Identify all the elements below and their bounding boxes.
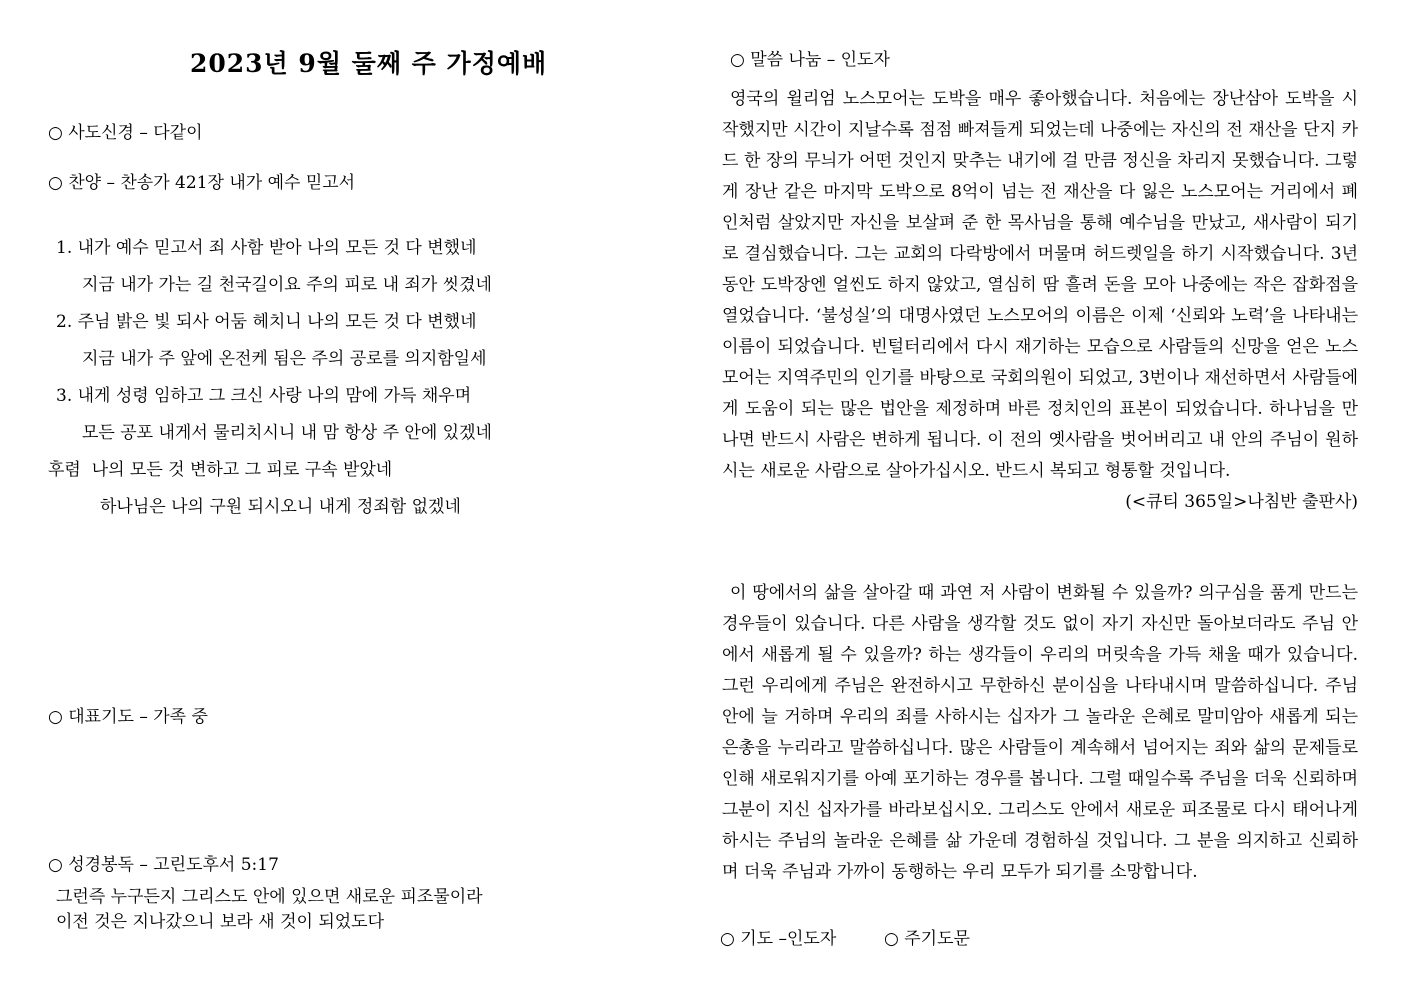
reflection-block <box>722 578 1358 888</box>
story-paragraph: 영국의 윌리엄 노스모어는 도박을 매우 좋아했습니다. 처음에는 장난삼아 도박을 시작했지만 시간이 지날수록 점점 빠져들게 되었는데 나중에는 자신의 전 재산을 단지 카드 한 장의 무늬가 어떤 것인지 맞추는 내기에 걸 만큼 정신을 차리지 못했습니다. 그렇게 장난 같은 마지막 도박으로 8억이 넘는 전 재산을 다 잃은 노스모어는 거리에서 폐인처럼 살았지만 자신을 보살펴 준 한 목사님을 통해 예수님을 만났고, 새사람이 되기로 결심했습니다. 그는 교회의 다락방에서 머물며 허드렛일을 하기 시작했습니다. 3년동안 도박장엔 얼씬도 하지 않았고, 열심히 땀 흘려 돈을 모아 나중에는 작은 잡화점을 열었습니다. ‘불성실’의 대명사였던 노스모어의 이름은 이제 ‘신뢰와 노력’을 나타내는 이름이 되었습니다. 빈털터리에서 다시 재기하는 모습으로 사람들의 신망을 얻은 노스모어는 지역주민의 인기를 바탕으로 국회의원이 되었고, 3번이나 재선하면서 사람들에게 도움이 되는 많은 법안을 제정하며 바른 정치인의 표본이 되었습니다. 하나님을 만나면 반드시 사람은 변하게 됩니다. 이 전의 옛사람을 벗어버리고 내 안의 주님이 원하시는 새로운 사람으로 살아가십시오. 반드시 복되고 형통할 것입니다. <box>722 89 1358 481</box>
reading-heading: ○ 성경봉독 – 고린도후서 5:17 <box>48 855 279 875</box>
lyric-line: 지금 내가 가는 길 천국길이요 주의 피로 내 죄가 씻겼네 <box>82 275 492 295</box>
story-block <box>722 84 1358 518</box>
lyric-line: 3. 내게 성령 임하고 그 크신 사랑 나의 맘에 가득 채우며 <box>56 386 472 406</box>
closing-prayer-item: ○ 기도 –인도자 <box>720 929 837 949</box>
prayer-heading: ○ 대표기도 – 가족 중 <box>48 707 208 727</box>
verse-line: 그런즉 누구든지 그리스도 안에 있으면 새로운 피조물이라 <box>56 887 483 907</box>
lyric-line: 1. 내가 예수 믿고서 죄 사함 받아 나의 모든 것 다 변했네 <box>56 238 477 258</box>
reflection-paragraph: 이 땅에서의 삶을 살아갈 때 과연 저 사람이 변화될 수 있을까? 의구심을 품게 만드는 경우들이 있습니다. 다른 사람을 생각할 것도 없이 자기 자신만 돌아보더라도 주님 안에서 새롭게 될 수 있을까? 하는 생각들이 우리의 머릿속을 가득 채울 때가 있습니다. 그런 우리에게 주님은 완전하시고 무한하신 분이심을 나타내시며 말씀하십니다. 주님 안에 늘 거하며 우리의 죄를 사하시는 십자가 그 놀라운 은혜로 말미암아 새롭게 되는 은총을 누리라고 말씀하십니다. 많은 사람들이 계속해서 넘어지는 죄와 삶의 문제들로 인해 새로워지기를 아예 포기하는 경우를 봅니다. 그럴 때일수록 주님을 더욱 신뢰하며 그분이 지신 십자가를 바라보십시오. 그리스도 안에서 새로운 피조물로 다시 태어나게 하시는 주님의 놀라운 은혜를 삶 가운데 경험하실 것입니다. 그 분을 의지하고 신뢰하며 더욱 주님과 가까이 동행하는 우리 모두가 되기를 소망합니다. <box>722 583 1358 882</box>
lyric-line: 지금 내가 주 앞에 온전케 됨은 주의 공로를 의지함일세 <box>82 349 487 369</box>
lyric-chorus-line: 하나님은 나의 구원 되시오니 내게 정죄함 없겠네 <box>100 497 461 517</box>
verse-line: 이전 것은 지나갔으니 보라 새 것이 되었도다 <box>56 912 385 932</box>
lords-prayer-item: ○ 주기도문 <box>884 929 970 949</box>
creed-heading: ○ 사도신경 – 다같이 <box>48 123 203 143</box>
lyric-line: 2. 주님 밝은 빛 되사 어둠 헤치니 나의 모든 것 다 변했네 <box>56 312 477 332</box>
page-title: 2023년 9월 둘째 주 가정예배 <box>190 49 548 78</box>
lyric-line: 모든 공포 내게서 물리치시니 내 맘 항상 주 안에 있겠네 <box>82 423 492 443</box>
sharing-heading: ○ 말씀 나눔 – 인도자 <box>730 50 890 70</box>
lyric-chorus-line: 후렴 나의 모든 것 변하고 그 피로 구속 받았네 <box>48 460 393 480</box>
hymn-heading: ○ 찬양 – 찬송가 421장 내가 예수 믿고서 <box>48 173 356 193</box>
story-source: (<큐티 365일>나침반 출판사) <box>1125 492 1358 512</box>
